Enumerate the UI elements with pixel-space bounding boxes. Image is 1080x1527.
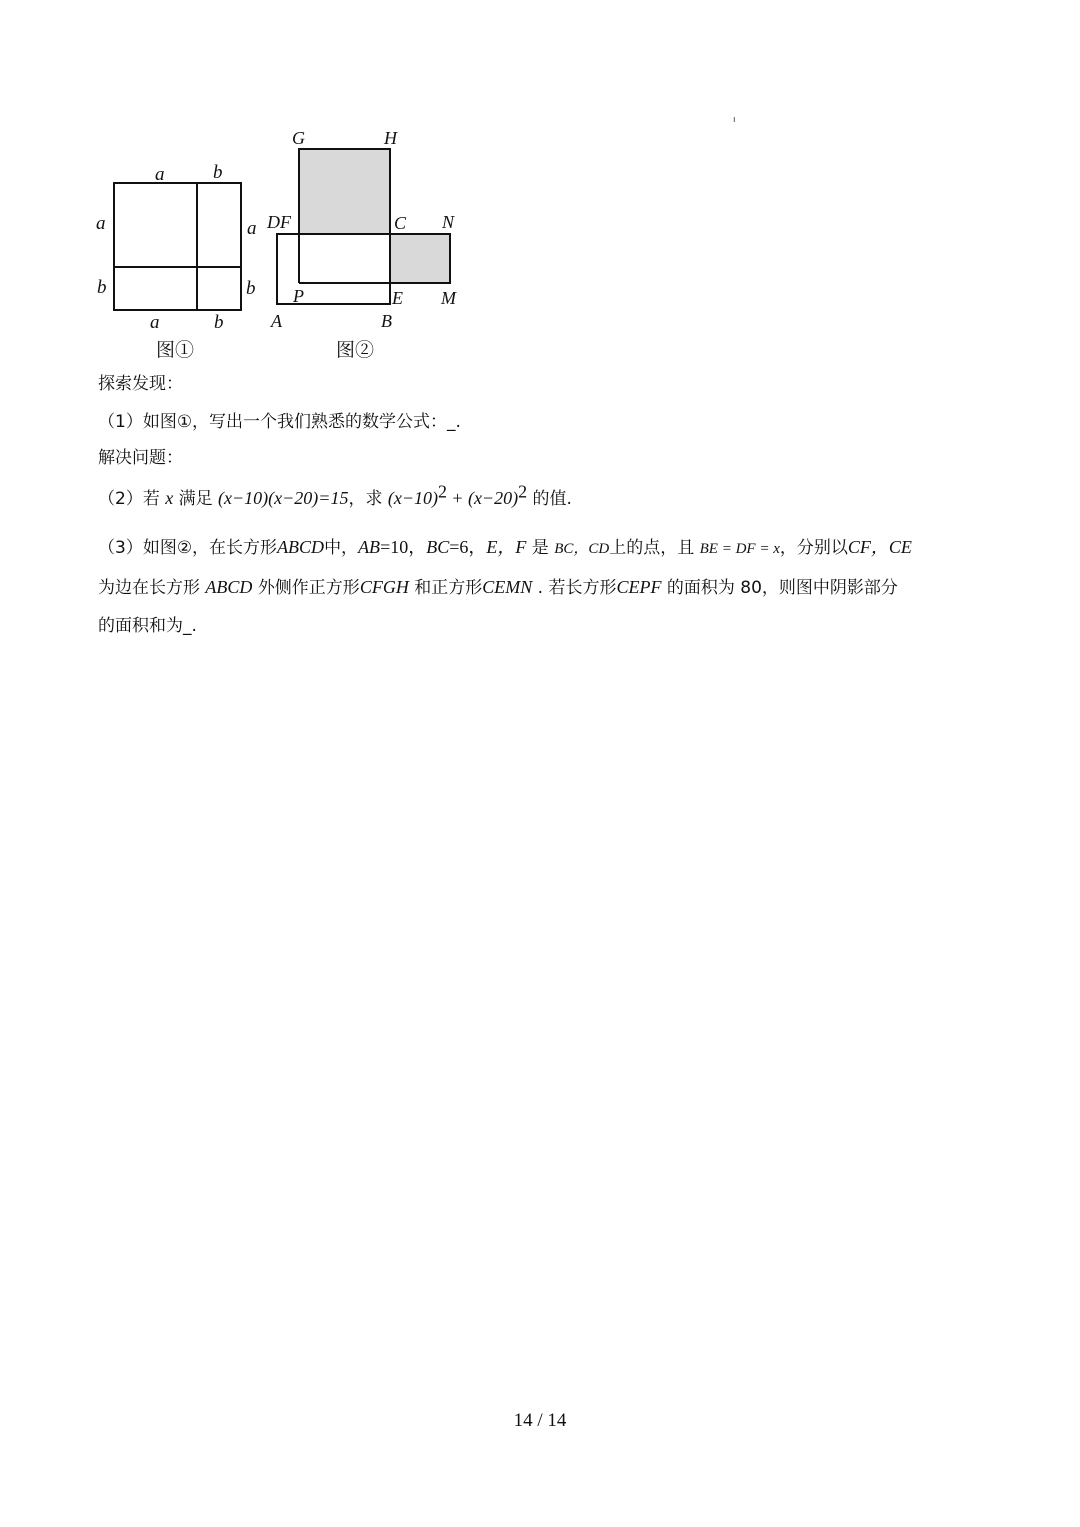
fig2-label-p: P: [293, 286, 304, 306]
fig1-label-left-b: b: [97, 277, 107, 298]
q3-ab-value: =10，: [380, 537, 427, 557]
fig2-label-m: M: [441, 288, 456, 308]
q3-abcd: ABCD: [277, 537, 325, 557]
fig1-label-right-b: b: [246, 278, 256, 299]
fig2-label-e: E: [392, 288, 403, 308]
question-3: [98, 528, 988, 645]
q3-line2-e: 的面积为 80，则图中阴影部分: [666, 578, 898, 598]
fig2-square-cemn: [390, 234, 450, 283]
q2-comma: ，求: [348, 489, 383, 509]
q3-line2-a: 为边在长方形: [98, 578, 200, 598]
q3-bc-cd: BC，CD: [554, 541, 610, 557]
figure-2: [277, 149, 450, 304]
figures: [88, 118, 508, 368]
q3-cf-ce: CF，CE: [847, 537, 912, 557]
stray-mark: ı: [733, 114, 736, 124]
fig1-caption: 图①: [156, 340, 195, 361]
q3-abcd-2: ABCD: [205, 577, 253, 597]
question-1: （1）如图①，写出一个我们熟悉的数学公式：_.: [98, 412, 461, 432]
fig2-caption: 图②: [336, 340, 375, 361]
fig1-label-top-a: a: [155, 164, 165, 185]
q3-bc: BC: [426, 537, 450, 557]
q3-cemn: CEMN: [482, 577, 533, 597]
fig1-label-bottom-a: a: [150, 312, 160, 333]
q2-exponent-b: 2: [518, 481, 528, 502]
fig1-label-top-b: b: [213, 162, 223, 183]
figures-svg: [88, 118, 508, 368]
q2-plus: +: [452, 488, 463, 508]
q2-expr-b: (x−20): [467, 488, 519, 508]
fig2-label-n: N: [442, 212, 455, 232]
section-heading-explore: 探索发现：: [98, 374, 183, 394]
q2-equation: (x−10)(x−20)=15: [218, 488, 349, 508]
q2-exponent-a: 2: [437, 481, 447, 502]
q3-part4: 上的点，且: [609, 538, 695, 558]
q3-line2-d: . 若长方形: [537, 578, 617, 598]
q3-part1: （3）如图②，在长方形: [98, 538, 278, 558]
q3-line2-c: 和正方形: [414, 578, 483, 598]
fig2-label-a: A: [271, 311, 282, 331]
figure-1: [114, 183, 241, 310]
q2-satisfy: 满足: [178, 489, 213, 509]
fig2-label-b: B: [381, 311, 392, 331]
q3-part2: 中，: [324, 538, 359, 558]
q3-line2-b: 外侧作正方形: [257, 578, 360, 598]
fig1-label-right-a: a: [247, 218, 257, 239]
q2-variable-x: x: [165, 488, 174, 508]
q3-line3: 的面积和为_.: [98, 616, 197, 636]
fig1-label-bottom-b: b: [214, 312, 224, 333]
fig2-square-cfgh: [299, 149, 390, 234]
fig1-outer-square: [114, 183, 241, 310]
fig1-label-left-a: a: [96, 213, 106, 234]
q3-bc-value: =6，: [449, 537, 487, 557]
q3-ab: AB: [358, 537, 381, 557]
fig2-label-g: G: [292, 128, 305, 148]
section-heading-solve: 解决问题：: [98, 448, 183, 468]
q3-cfgh: CFGH: [359, 577, 409, 597]
q2-suffix: 的值.: [532, 489, 572, 509]
q3-part3: 是: [531, 538, 549, 558]
fig2-label-c: C: [394, 213, 407, 233]
fig2-label-df: DF: [267, 212, 291, 232]
q3-be-df-x: BE = DF = x: [699, 541, 780, 557]
q3-part5: ，分别以: [779, 538, 848, 558]
page-number: 14 / 14: [513, 1410, 567, 1431]
q2-prefix: （2）若: [98, 489, 160, 509]
q3-e-f: E，F: [486, 537, 527, 557]
question-2: [98, 481, 988, 511]
q2-expr-a: (x−10): [387, 488, 438, 508]
fig2-label-h: H: [384, 128, 397, 148]
q3-cepf: CEPF: [616, 577, 662, 597]
